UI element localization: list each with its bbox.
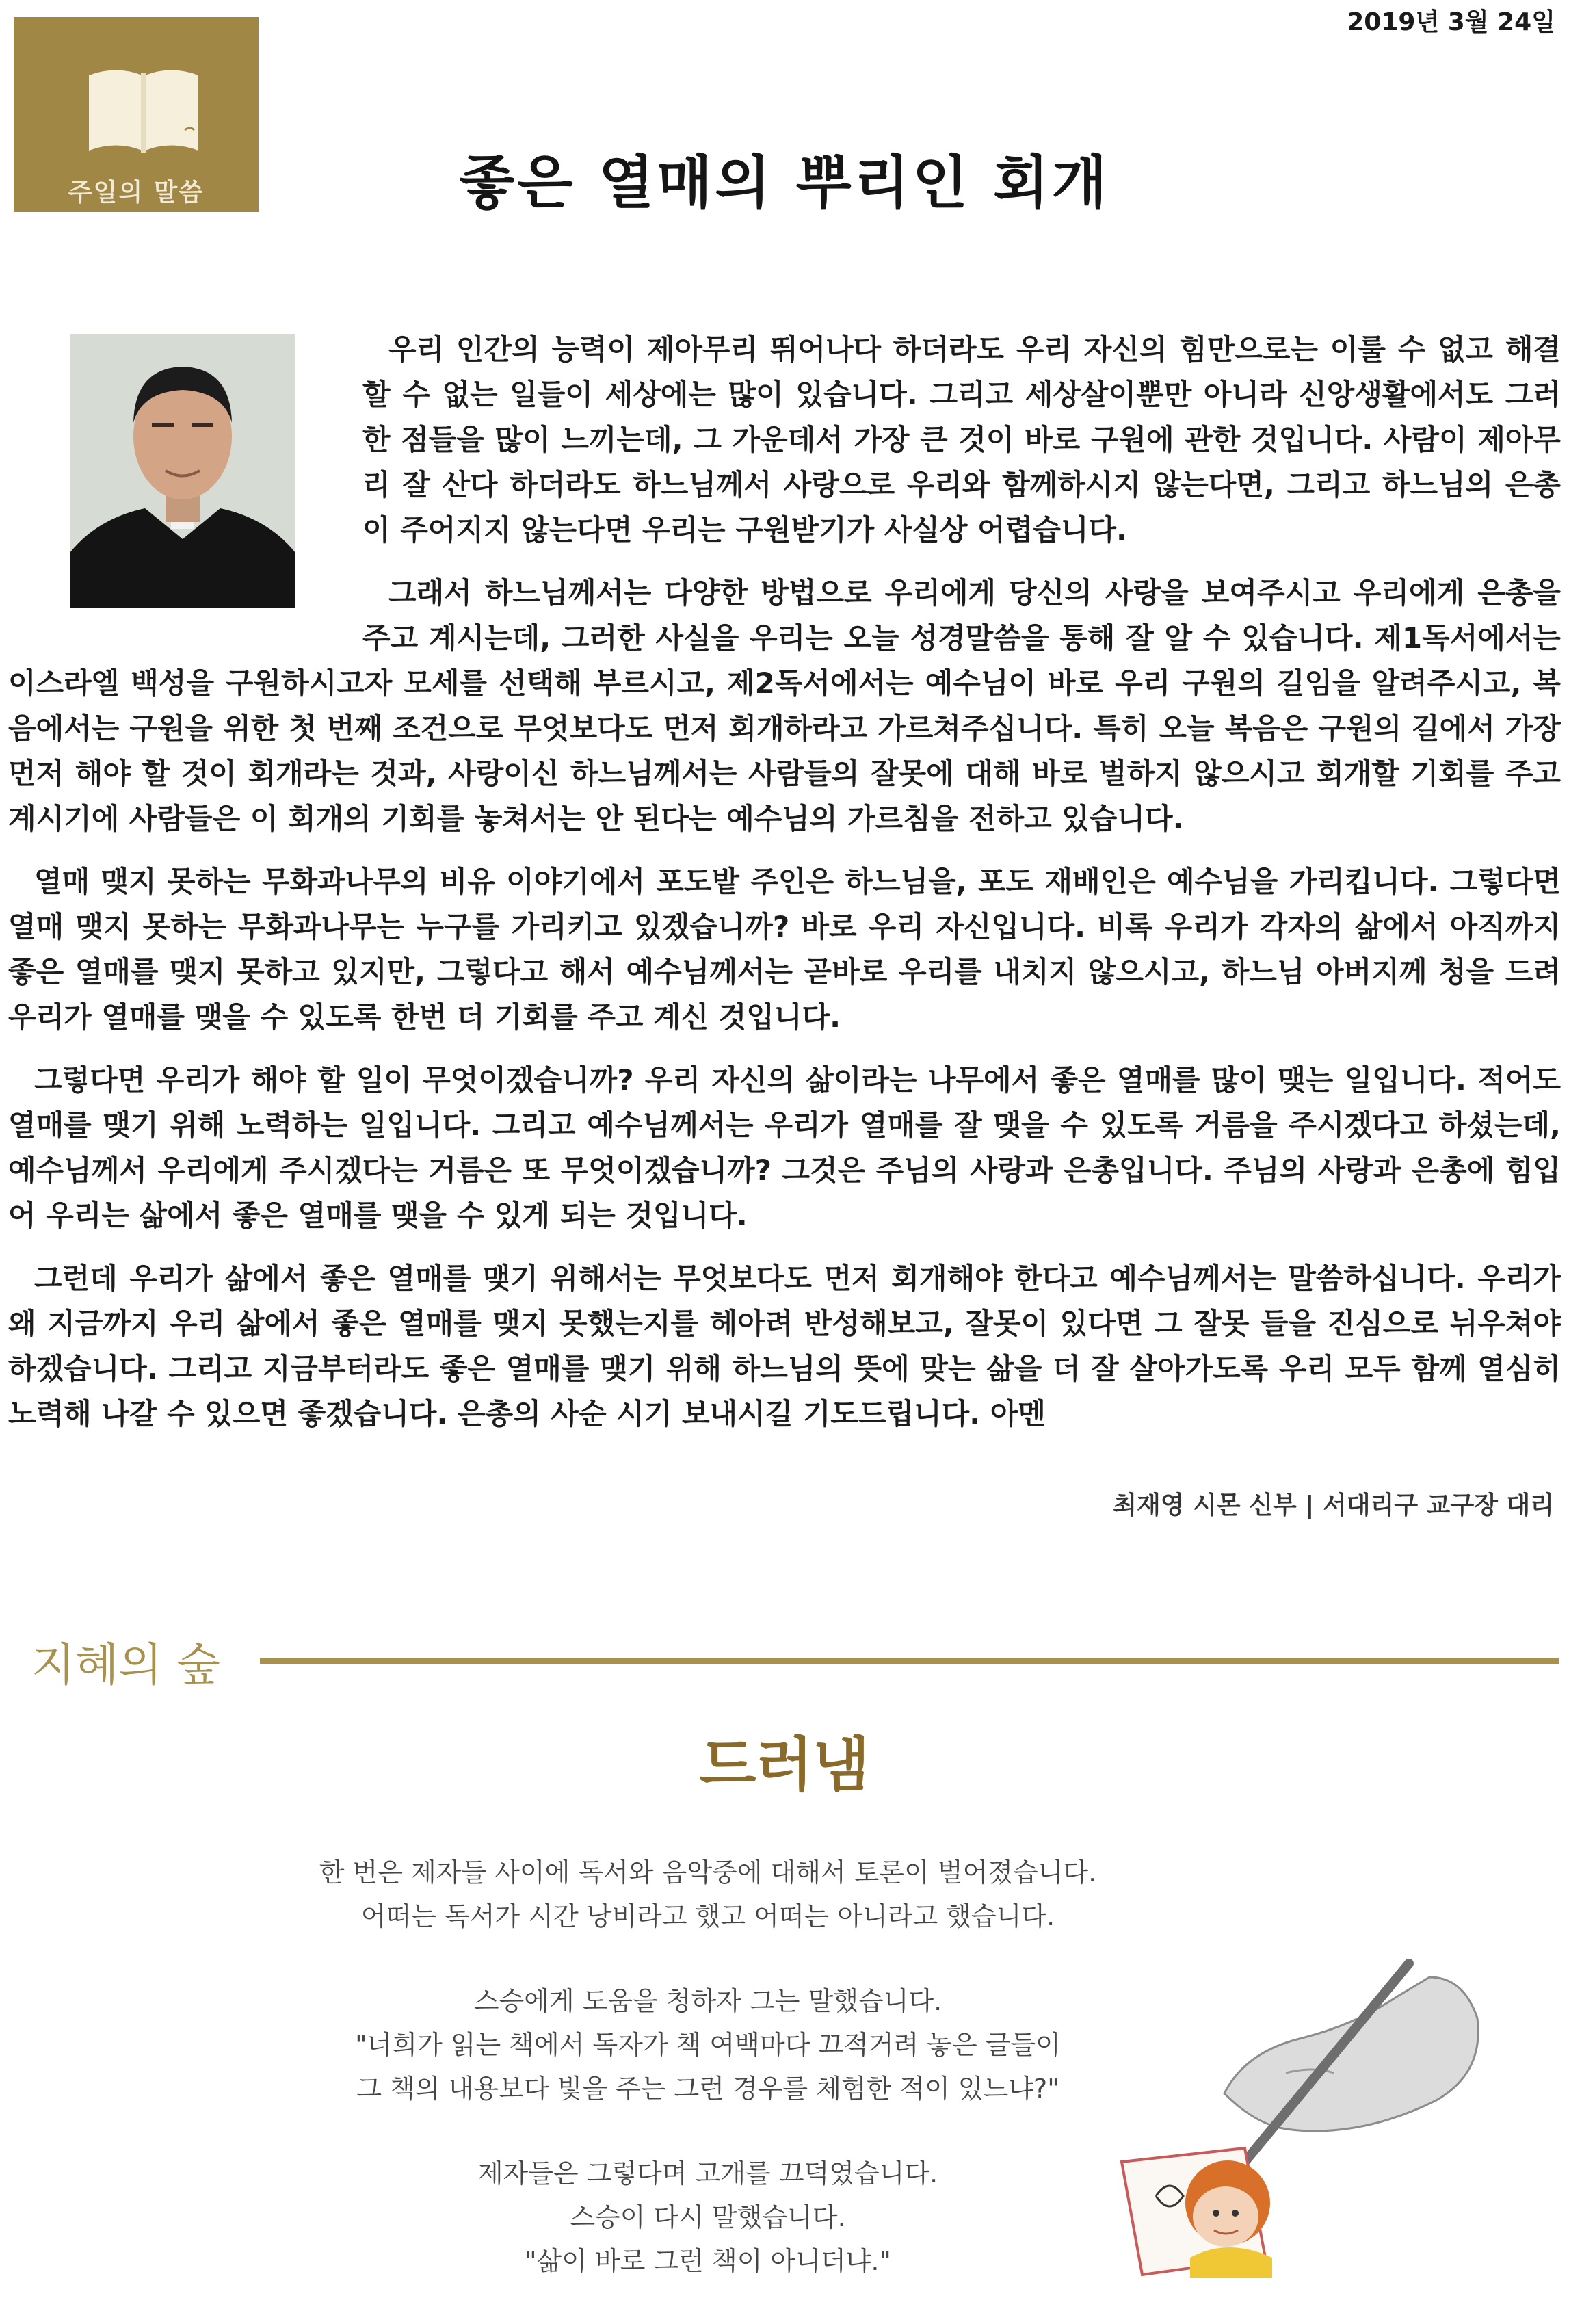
article-body xyxy=(8,327,1561,1454)
story-line: "삶이 바로 그런 책이 아니더냐." xyxy=(525,2246,891,2276)
article-paragraph: 열매 맺지 못하는 무화과나무의 비유 이야기에서 포도밭 주인은 하느님을, 포도 재배인은 예수님을 가리킵니다. 그렇다면 열매 맺지 못하는 무화과나무는 누구를 가리키고 있겠습니까? 바로 우리 자신입니다. 비록 우리가 각자의 삶에서 아직까지 좋은 열매를 맺지 못하고 있지만, 그렇다고 해서 예수님께서는 곧바로 우리를 내치지 않으시고, 하느님 아버지께 청을 드려 우리가 열매를 맺을 수 있도록 한번 더 기회를 주고 계신 것입니다. xyxy=(8,865,1561,1034)
article-paragraph: 그래서 하느님께서는 다양한 방법으로 우리에게 당신의 사랑을 보여주시고 우리에게 은총을 주고 계시는데, 그러한 사실을 우리는 오늘 성경말씀을 통해 잘 알 수 있습니다. 제1독서에서는 이스라엘 백성을 구원하시고자 모세를 선택해 부르시고, 제2독서에서는 예수님이 바로 우리 구원의 길임을 알려주시고, 복음에서는 구원을 위한 첫 번째 조건으로 무엇보다도 먼저 회개하라고 가르쳐주십니다. 특히 오늘 복음은 구원의 길에서 가장 먼저 해야 할 것이 회개라는 것과, 사랑이신 하느님께서는 사람들의 잘못에 대해 바로 벌하지 않으시고 회개할 기회를 주고 계시기에 사람들은 이 회개의 기회를 놓쳐서는 안 된다는 예수님의 가르침을 전하고 있습니다. xyxy=(8,576,1561,835)
article-paragraph: 그렇다면 우리가 해야 할 일이 무엇이겠습니까? 우리 자신의 삶이라는 나무에서 좋은 열매를 많이 맺는 일입니다. 적어도 열매를 맺기 위해 노력하는 일입니다. 그리고 예수님께서는 우리가 열매를 잘 맺을 수 있도록 거름을 주시겠다고 하셨는데, 예수님께서 우리에게 주시겠다는 거름은 또 무엇이겠습니까? 그것은 주님의 사랑과 은총입니다. 주님의 사랑과 은총에 힘입어 우리는 삶에서 좋은 열매를 맺을 수 있게 되는 것입니다. xyxy=(8,1063,1561,1232)
story-line: 어떠는 독서가 시간 낭비라고 했고 어떠는 아니라고 했습니다. xyxy=(360,1901,1055,1931)
hand-writing-illustration xyxy=(1108,1936,1491,2278)
photo-spacer xyxy=(8,327,362,628)
story-title: 드러냄 xyxy=(699,1731,870,1799)
section-divider xyxy=(260,1658,1559,1664)
story-stanza xyxy=(205,1979,1211,2111)
badge-label: 주일의 말씀 xyxy=(68,179,205,207)
story-stanza xyxy=(205,2152,1211,2283)
article-paragraph: 그런데 우리가 삶에서 좋은 열매를 맺기 위해서는 무엇보다도 먼저 회개해야 한다고 예수님께서는 말씀하십니다. 우리가 왜 지금까지 우리 삶에서 좋은 열매를 맺지 못했는지를 헤아려 반성해보고, 잘못이 있다면 그 잘못 들을 진심으로 뉘우쳐야 하겠습니다. 그리고 지금부터라도 좋은 열매를 맺기 위해 하느님의 뜻에 맞는 삶을 더 잘 살아가도록 우리 모두 함께 열심히 노력해 나갈 수 있으면 좋겠습니다. 은총의 사순 시기 보내시길 기도드립니다. 아멘 xyxy=(8,1262,1561,1431)
story-line: 한 번은 제자들 사이에 독서와 음악중에 대해서 토론이 벌어졌습니다. xyxy=(319,1857,1097,1888)
issue-date: 2019년 3월 24일 xyxy=(1347,8,1555,36)
story-line: 제자들은 그렇다며 고개를 끄덕였습니다. xyxy=(477,2158,938,2189)
article-paragraph: 우리 인간의 능력이 제아무리 뛰어나다 하더라도 우리 자신의 힘만으로는 이룰 수 없고 해결할 수 없는 일들이 세상에는 많이 있습니다. 그리고 세상살이뿐만 아니라 신앙생활에서도 그러한 점들을 많이 느끼는데, 그 가운데서 가장 큰 것이 바로 구원에 관한 것입니다. 사람이 제아무리 잘 산다 하더라도 하느님께서 사랑으로 우리와 함께하시지 않는다면, 그리고 하느님의 은총이 주어지지 않는다면 우리는 구원받기가 사실상 어렵습니다. xyxy=(362,332,1561,547)
story-stanza xyxy=(205,1851,1211,1938)
story-line: 스승에게 도움을 청하자 그는 말했습니다. xyxy=(473,1986,942,2016)
section-label: 지혜의 숲 xyxy=(31,1638,221,1691)
story-line: "너희가 읽는 책에서 독자가 책 여백마다 끄적거려 놓은 글들이 xyxy=(355,2030,1061,2060)
story-body xyxy=(205,1851,1211,2324)
story-line: 스승이 다시 말했습니다. xyxy=(570,2202,846,2232)
story-line: 그 책의 내용보다 빛을 주는 그런 경우를 체험한 적이 있느냐?" xyxy=(356,2074,1059,2104)
author-signature: 최재영 시몬 신부 | 서대리구 교구장 대리 xyxy=(1113,1491,1554,1519)
article-title: 좋은 열매의 뿌리인 회개 xyxy=(459,149,1110,216)
